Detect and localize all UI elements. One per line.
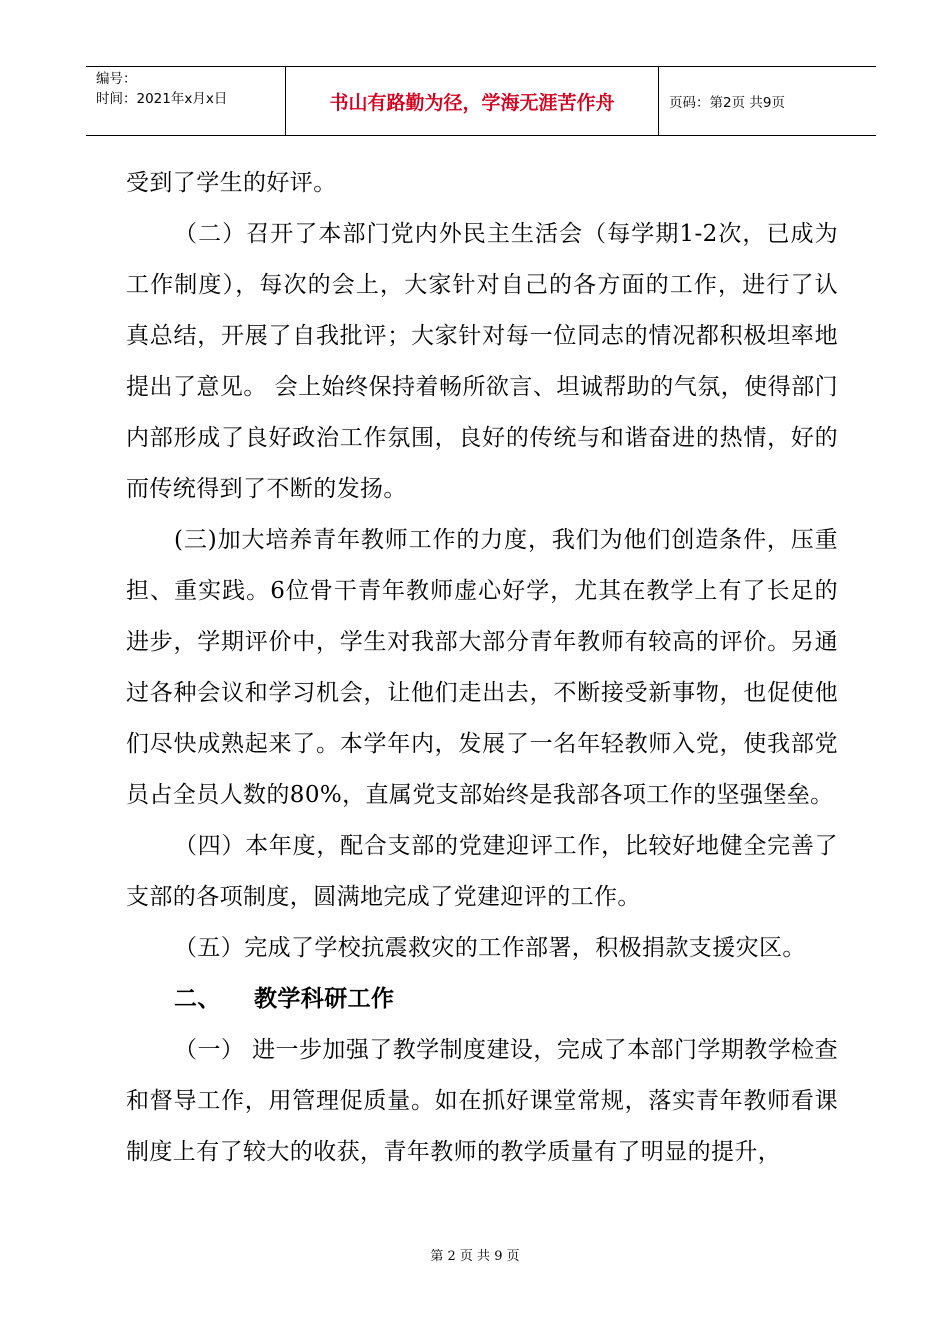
header-page-info: 页码：第2页 共9页	[669, 95, 785, 111]
header-meta-cell	[86, 67, 286, 135]
paragraph-continuation: 受到了学生的好评。	[126, 170, 337, 196]
paragraph-item-4: （四）本年度，配合支部的党建迎评工作，比较好地健全完善了支部的各项制度，圆满地完成了党建迎评的工作。	[126, 833, 838, 910]
document-body	[126, 158, 838, 1178]
document-number-label: 编号：	[96, 71, 137, 87]
section-title: 教学科研工作	[254, 986, 395, 1012]
paragraph-item-2: （二）召开了本部门党内外民主生活会（每学期1-2次，已成为工作制度），每次的会上，大家针对自己的各方面的工作，进行了认真总结，开展了自我批评；大家针对每一位同志的情况都积极坦率地提出了意见。 会上始终保持着畅所欲言、坦诚帮助的气氛，使得部门内部形成了良好政治工作氛围，良好的传统与和谐奋进的热情，好的而传统得到了不断的发扬。	[126, 221, 838, 502]
paragraph-item-3: (三)加大培养青年教师工作的力度，我们为他们创造条件，压重担、重实践。6位骨干青年教师虚心好学，尤其在教学上有了长足的进步，学期评价中，学生对我部大部分青年教师有较高的评价。另通过各种会议和学习机会，让他们走出去，不断接受新事物，也促使他们尽快成熟起来了。本学年内，发展了一名年轻教师入党，使我部党员占全员人数的80%，直属党支部始终是我部各项工作的坚强堡垒。	[126, 527, 838, 808]
document-time-label: 时间：2021年x月x日	[96, 91, 228, 107]
section-number: 二、	[174, 986, 221, 1012]
paragraph-item-5: （五）完成了学校抗震救灾的工作部署，积极捐款支援灾区。	[174, 935, 806, 961]
page-footer: 第 2 页 共 9 页	[430, 1249, 520, 1264]
paragraph-teaching-1: （一） 进一步加强了教学制度建设，完成了本部门学期教学检查和督导工作，用管理促质量。如在抓好课堂常规，落实青年教师看课制度上有了较大的收获，青年教师的教学质量有了明显的提升，	[126, 1037, 838, 1165]
section-heading	[126, 974, 838, 1025]
header-motto: 书山有路勤为径，学海无涯苦作舟	[286, 67, 659, 135]
document-header	[86, 66, 876, 136]
